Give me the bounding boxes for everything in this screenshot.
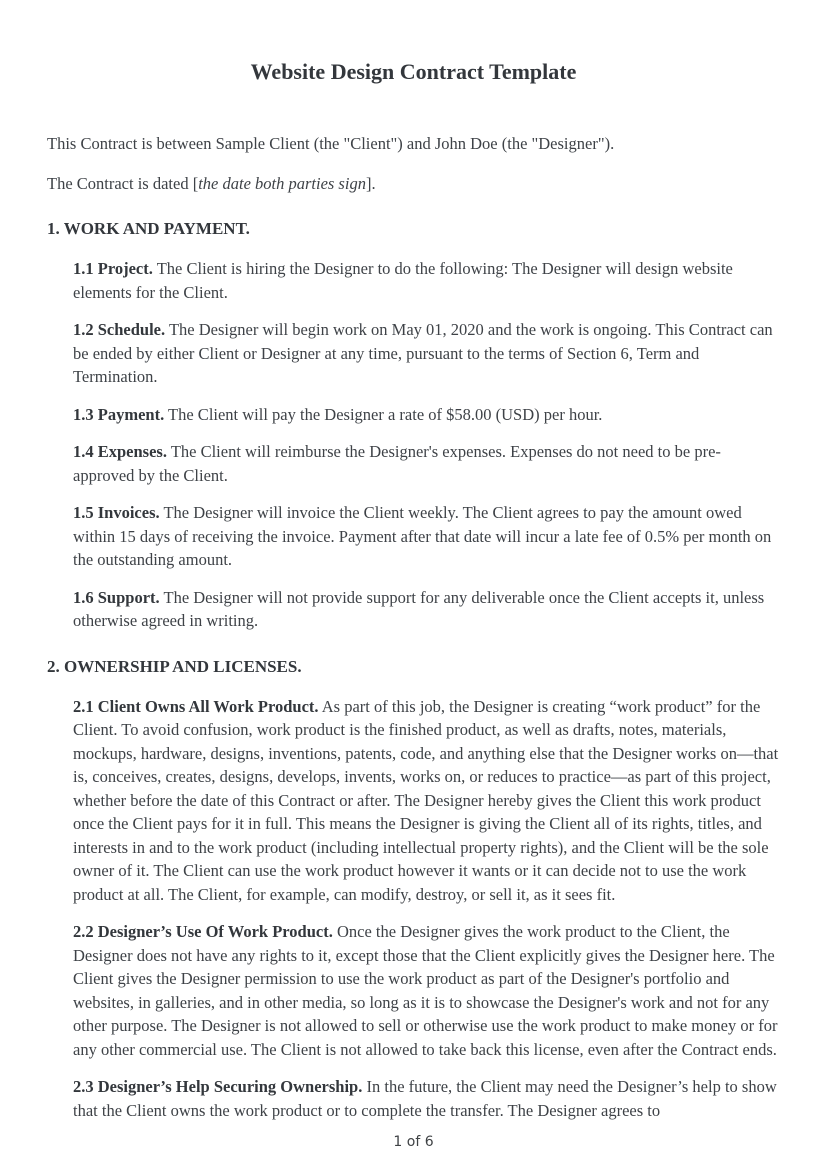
clause-1-5-invoices (73, 501, 780, 572)
intro-date-prefix: The Contract is dated [ (47, 173, 199, 193)
clause-1-4-label: 1.4 Expenses. (73, 442, 167, 461)
clause-1-1-project (73, 257, 780, 304)
clause-1-2-schedule (73, 318, 780, 389)
clause-1-5-text: The Designer will invoice the Client weekly. The Client agrees to pay the amount owed within 15 days of receiving the invoice. Payment after that date will incur a late fee of 0.5% per month on the outstanding amount. (73, 503, 772, 569)
section-heading-ownership-and-licenses: 2. OWNERSHIP AND LICENSES. (47, 656, 302, 676)
clause-1-3-payment (73, 403, 780, 427)
clause-2-1-client-owns-all-work-product (73, 695, 780, 907)
intro-date-placeholder: the date both parties sign (198, 173, 366, 193)
document-title: Website Design Contract Template (250, 59, 577, 84)
clause-1-6-label: 1.6 Support. (73, 587, 160, 607)
clause-2-3-label: 2.3 Designer’s Help Securing Ownership. (73, 1077, 363, 1096)
clause-2-2-designers-use-of-work-product (73, 920, 780, 1061)
clause-1-1-text: The Client is hiring the Designer to do the following: The Designer will design website elements for the Client. (73, 259, 733, 302)
clause-2-3-text: In the future, the Client may need the Designer’s help to show that the Client owns the work product or to complete the transfer. The Designer agrees to (73, 1077, 777, 1120)
clause-1-2-text: The Designer will begin work on May 01, 2020 and the work is ongoing. This Contract can be ended by either Client or Designer at any time, pursuant to the terms of Section 6, Term and Termination. (73, 320, 773, 386)
clause-1-3-label: 1.3 Payment. (73, 404, 165, 424)
clause-1-4-expenses (73, 440, 780, 487)
clause-1-3-text: The Client will pay the Designer a rate of $58.00 (USD) per hour. (168, 404, 603, 424)
clause-1-2-label: 1.2 Schedule. (73, 320, 166, 339)
intro-parties: This Contract is between Sample Client (the "Client") and John Doe (the "Designer"). (47, 134, 615, 153)
page-number: 1 of 6 (393, 1133, 434, 1150)
clause-1-6-text: The Designer will not provide support for any deliverable once the Client accepts it, unless otherwise agreed in writing. (73, 587, 765, 630)
clause-1-1-label: 1.1 Project. (73, 259, 153, 278)
clause-2-2-label: 2.2 Designer’s Use Of Work Product. (73, 922, 333, 941)
clause-1-4-text: The Client will reimburse the Designer's expenses. Expenses do not need to be pre-approved by the Client. (73, 442, 721, 485)
document-body (0, 86, 827, 1122)
clause-2-2-text: Once the Designer gives the work product to the Client, the Designer does not have any rights to it, except those that the Client explicitly gives the Designer here. The Client gives the Designer permission to use the work product as part of the Designer's portfolio and websites, in galleries, and in other media, so long as it is to showcase the Designer's work and not for any other purpose. The Designer is not allowed to sell or otherwise use the work product to make money or for any other commercial use. The Client is not allowed to take back this license, even after the Contract ends. (73, 922, 778, 1059)
clause-2-1-text: As part of this job, the Designer is creating “work product” for the Client. To avoid confusion, work product is the finished product, as well as drafts, notes, materials, mockups, hardware, designs, inventions, patents, code, and anything else that the Designer works on—that is, conceives, creates, designs, develops, invents, works on, or reduces to practice—as part of this project, whether before the date of this Contract or after. The Designer hereby gives the Client this work product once the Client pays for it in full. This means the Designer is giving the Client all of its rights, titles, and interests in and to the work product (including intellectual property rights), and the Client will be the sole owner of it. The Client can use the work product however it wants or it can decide not to use the work product at all. The Client, for example, can modify, destroy, or sell it, as it sees fit. (73, 696, 779, 904)
clause-1-5-label: 1.5 Invoices. (73, 503, 160, 522)
intro-date-suffix: ]. (365, 173, 376, 193)
clause-2-1-label: 2.1 Client Owns All Work Product. (73, 696, 319, 716)
intro-date (47, 172, 780, 196)
section-heading-work-and-payment: 1. WORK AND PAYMENT. (47, 219, 250, 238)
clause-1-6-support (73, 586, 780, 633)
clause-2-3-designers-help-securing-ownership (73, 1075, 780, 1122)
